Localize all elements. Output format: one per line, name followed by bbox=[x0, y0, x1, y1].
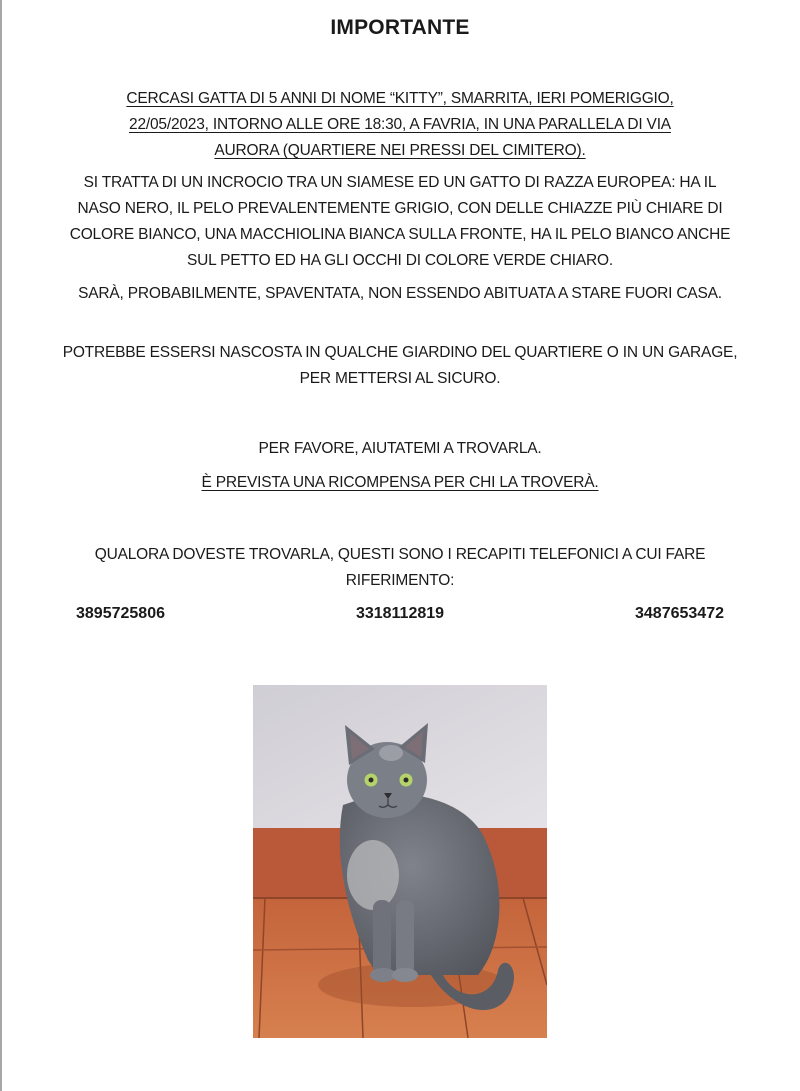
hiding-paragraph: POTREBBE ESSERSI NASCOSTA IN QUALCHE GIARDINO DEL QUARTIERE O IN UN GARAGE, PER METTERSI AL SICURO. bbox=[62, 344, 738, 387]
phone-number-3[interactable]: 3487653472 bbox=[635, 605, 724, 622]
flyer-title: IMPORTANTE bbox=[330, 16, 470, 39]
description-paragraph: SI TRATTA DI UN INCROCIO TRA UN SIAMESE ED UN GATTO DI RAZZA EUROPEA: HA IL NASO NERO, IL PELO PREVALENTEMENTE GRIGIO, CON DELLE CHIAZZE PIÙ CHIARE DI COLORE BIANCO, UNA MACCHIOLINA BIANCA SULLA FRONTE, HA IL PELO BIANCO ANCHE SUL PETTO ED HA GLI OCCHI DI COLORE VERDE CHIARO. bbox=[69, 174, 731, 269]
phone-number-1[interactable]: 3895725806 bbox=[76, 605, 165, 622]
phone-numbers bbox=[76, 605, 724, 623]
reward-paragraph bbox=[60, 470, 740, 496]
lost-notice-paragraph: CERCASI GATTA DI 5 ANNI DI NOME “KITTY”, SMARRITA, IERI POMERIGGIO, 22/05/2023, INTORNO ALLE ORE 18:30, A FAVRIA, IN UNA PARALLELA DI VIA AURORA (QUARTIERE NEI PRESSI DEL CIMITERO). bbox=[126, 90, 674, 159]
cat-photo bbox=[253, 685, 547, 1038]
behavior-paragraph: SARÀ, PROBABILMENTE, SPAVENTATA, NON ESSENDO ABITUATA A STARE FUORI CASA. bbox=[78, 285, 722, 302]
phone-number-2[interactable]: 3318112819 bbox=[355, 605, 445, 622]
contacts-intro-paragraph: QUALORA DOVESTE TROVARLA, QUESTI SONO I RECAPITI TELEFONICI A CUI FARE RIFERIMENTO: bbox=[94, 546, 706, 589]
reward-text: È PREVISTA UNA RICOMPENSA PER CHI LA TROVERÀ. bbox=[201, 474, 599, 491]
plea-paragraph: PER FAVORE, AIUTATEMI A TROVARLA. bbox=[258, 440, 542, 457]
cat-illustration bbox=[253, 685, 547, 1038]
